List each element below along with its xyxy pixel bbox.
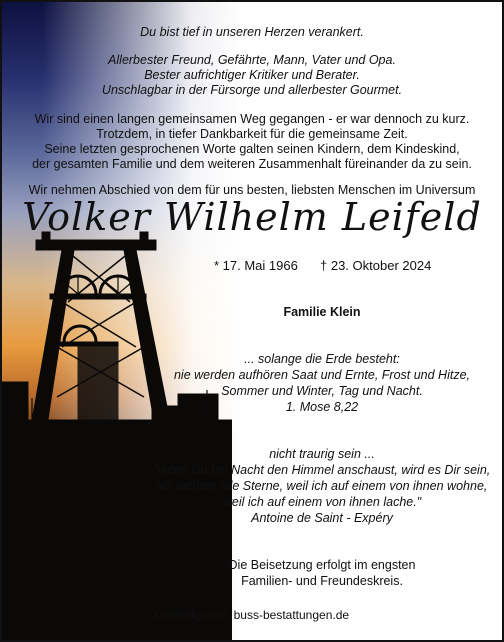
funeral-line-1: Die Beisetzung erfolgt im engsten (228, 558, 416, 572)
quote-line-2: "wenn Du bei Nacht den Himmel anschaust, wird es Dir sein, (153, 463, 491, 477)
paragraph-line-1: Wir sind einen langen gemeinsamen Weg gegangen - er war dennoch zu kurz. (34, 112, 470, 126)
bible-quote-line-2: nie werden aufhören Saat und Ernte, Frost und Hitze, (173, 368, 470, 382)
farewell-line: Wir nehmen Abschied von dem für uns besten, liebsten Menschen im Universum (28, 183, 476, 197)
quote-line-4: weil ich auf einem von ihnen lache." (222, 495, 422, 509)
paragraph-line-3: Seine letzten gesprochenen Worte galten seinen Kindern, dem Kindeskind, (44, 142, 460, 156)
quote-line-3: als lachten alle Sterne, weil ich auf einem von ihnen wohne, (156, 479, 488, 493)
paragraph-line-4: der gesamten Familie und dem weiteren Zusammenhalt füreinander da zu sein. (32, 157, 472, 171)
bible-quote-line-1: ... solange die Erde besteht: (244, 352, 400, 366)
paragraph-line-2: Trotzdem, in tiefer Dankbarkeit für die gemeinsame Zeit. (96, 127, 408, 141)
tribute-line-2: Bester aufrichtiger Kritiker und Berater. (144, 68, 360, 82)
intro-line: Du bist tief in unseren Herzen verankert. (140, 25, 364, 39)
bible-quote-source: 1. Mose 8,22 (285, 400, 359, 414)
memorial-portal: Gedenkportal: buss-bestattungen.de (154, 608, 350, 622)
quote-author: Antoine de Saint - Expéry (251, 511, 393, 525)
family-signature: Familie Klein (283, 305, 361, 319)
quote-line-1: nicht traurig sein ... (269, 447, 375, 461)
funeral-line-2: Familien- und Freundeskreis. (241, 574, 403, 588)
tribute-line-3: Unschlagbar in der Fürsorge und allerbester Gourmet. (101, 83, 403, 97)
bible-quote-line-3: Sommer und Winter, Tag und Nacht. (221, 384, 423, 398)
deceased-name: Volker Wilhelm Leifeld (22, 195, 482, 239)
death-date: † 23. Oktober 2024 (320, 258, 432, 273)
birth-date: * 17. Mai 1966 (214, 258, 298, 273)
tribute-line-1: Allerbester Freund, Gefährte, Mann, Vater und Opa. (108, 53, 396, 67)
